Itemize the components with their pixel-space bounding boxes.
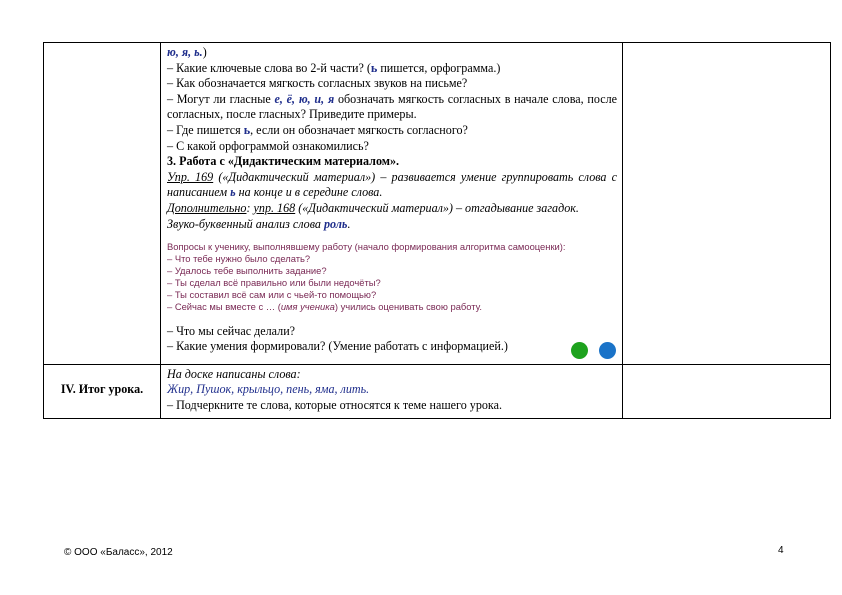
question: – Что мы сейчас делали? (167, 323, 296, 338)
question: – Где пишется ь, если он обозначает мягкость согласного? (167, 122, 468, 137)
highlight-word: роль (323, 216, 348, 231)
page-number: 4 (778, 545, 784, 556)
stage-cell (44, 364, 161, 418)
exercise-168: Дополнительно: упр. 168 («Дидактический материал») – отгадывание загадок. (167, 200, 579, 215)
highlight-letter: ь (370, 60, 378, 75)
question: – Какие умения формировали? (Умение работать с информацией.) (167, 339, 617, 355)
self-eval-question: – Ты сделал всё правильно или были недочёты? (167, 276, 381, 288)
self-eval-question: – Сейчас мы вместе с … (имя ученика) учились оценивать свою работу. (167, 300, 483, 312)
stage-cell-empty (44, 43, 161, 365)
content-cell (161, 364, 623, 418)
exercise-link: упр. 168 (253, 200, 296, 215)
question: – С какой орфограммой ознакомились? (167, 138, 369, 153)
content-cell (161, 43, 623, 365)
footer-copyright: © ООО «Баласс», 2012 (64, 547, 173, 558)
self-eval-question: – Ты составил всё сам или с чьей-то помощью? (167, 288, 377, 300)
self-eval-question: – Удалось тебе выполнить задание? (167, 264, 327, 276)
self-eval-intro: Вопросы к ученику, выполнявшему работу (начало формирования алгоритма самооценки): (167, 241, 566, 253)
highlight-letters: ю, я, ь. (167, 45, 203, 59)
question: – Какие ключевые слова во 2-й части? (ь пишется, орфограмма.) (167, 60, 501, 75)
board-intro: На доске написаны слова: (167, 366, 301, 381)
highlight-letter: ь (243, 122, 251, 137)
board-words: Жир, Пушок, крыльцо, пень, яма, лить. (167, 382, 370, 397)
exercise-link: Упр. 169 (167, 169, 214, 184)
stage-title: IV. Итог урока. (60, 381, 144, 396)
self-eval-question: – Что тебе нужно было сделать? (167, 253, 311, 265)
text-fragment: ) (202, 45, 207, 59)
text-line (167, 45, 617, 61)
notes-cell-empty (623, 43, 831, 365)
question: – Могут ли гласные е, ё, ю, и, я обозначать мягкость согласных в начале слова, после согласных, после гласных? Приведите примеры. (167, 91, 617, 122)
highlight-letter: ь (230, 185, 236, 200)
sound-letter-analysis: Звуко-буквенный анализ слова роль. (167, 216, 351, 231)
highlight-letters: е, ё, ю, и, я (274, 91, 335, 106)
question: – Как обозначается мягкость согласных звуков на письме? (167, 76, 468, 91)
self-evaluation-block (167, 241, 617, 312)
exercise-169: Упр. 169 («Дидактический материал») – развивается умение группировать слова с написанием ь на конце и в середине слова. (167, 169, 617, 200)
table-row (44, 364, 831, 418)
lesson-table (43, 42, 831, 419)
table-row (44, 43, 831, 365)
notes-cell-empty (623, 364, 831, 418)
task-text: – Подчеркните те слова, которые относятся к теме нашего урока. (167, 397, 503, 412)
section-heading: 3. Работа с «Дидактическим материалом». (167, 154, 400, 169)
